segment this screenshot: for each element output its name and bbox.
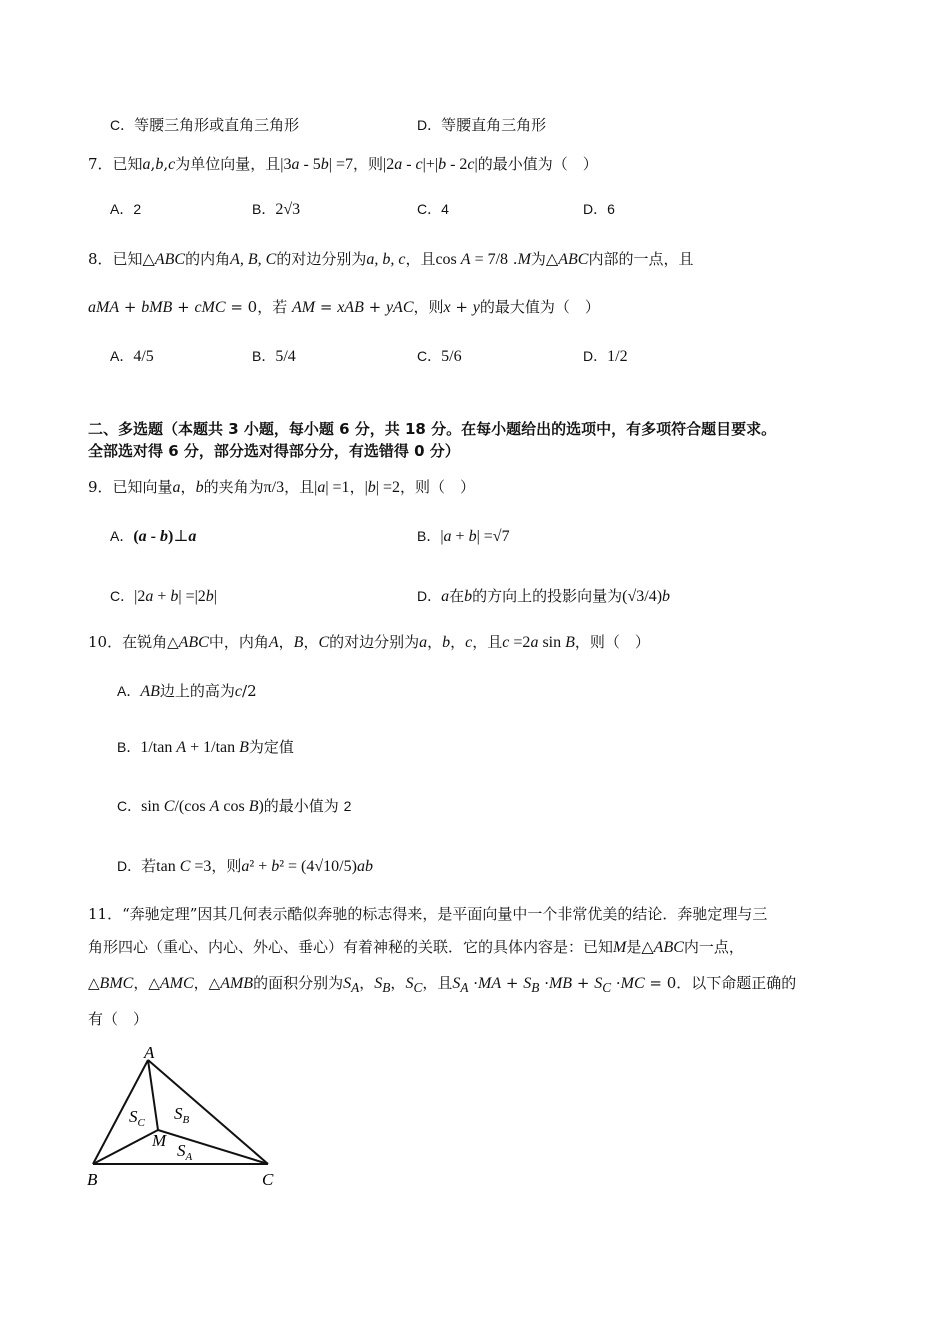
q9-stem: 9．已知向量a，b的夹角为π/3，且|a| =1，|b| =2，则（ ） bbox=[88, 478, 476, 496]
q11-line3: △BMC，△AMC，△AMB的面积分别为$S_A$，$S_B$，$S_C$，且$S_A \cdot MA + S_B \cdot MB + S_C \cdot MC = 0$．以下命题正确的 bbox=[88, 974, 797, 996]
q11-line4: 有（ ） bbox=[88, 1010, 149, 1028]
q8-stem-line2: aMA + bMB + cMC = 0，若 AM = xAB + yAC，则x + y的最大值为（ ） bbox=[88, 298, 600, 316]
q10-option-c: C．sin C/(cos A cos B)的最小值为 2 bbox=[117, 797, 352, 815]
q10-option-b: B．1/tan A + 1/tan B为定值 bbox=[117, 738, 294, 756]
q9-option-b: B．|a + b| =√7 bbox=[417, 528, 510, 545]
q10-option-d: D．若tan C =3，则a² + b² = (4√10/5)ab bbox=[117, 857, 373, 875]
q7-stem: 7．已知a,b,c为单位向量，且|3a - 5b| =7，则|2a - c|+|b - 2c|的最小值为（ ） bbox=[88, 155, 598, 173]
q8-stem-line1: 8．已知△ABC的内角A, B, C的对边分别为a, b, c，且cos A = 7/8 .M为△ABC内部的一点，且 bbox=[88, 250, 694, 268]
segment-am bbox=[148, 1060, 158, 1130]
q11-line2: 角形四心（重心、内心、外心、垂心）有着神秘的关联．它的具体内容是：已知M是△ABC内一点， bbox=[88, 938, 744, 956]
q7-option-d: D．6 bbox=[583, 201, 615, 217]
q10-stem: 10．在锐角△ABC中，内角A，B，C的对边分别为a，b，c，且c =2a sin B，则（ ） bbox=[88, 633, 650, 651]
segment-cm bbox=[158, 1130, 268, 1164]
edge-ab bbox=[93, 1060, 148, 1164]
area-sc-label: $S_C$ bbox=[129, 1107, 145, 1129]
q10-option-a: A．AB边上的高为c/2 bbox=[117, 682, 257, 700]
q9-option-c: C．|2a + b| =|2b| bbox=[110, 588, 217, 605]
q8-option-c: C．5/6 bbox=[417, 348, 462, 365]
q11-line1: 11．“奔驰定理”因其几何表示酷似奔驰的标志得来，是平面向量中一个非常优美的结论．奔驰定理与三 bbox=[88, 905, 768, 923]
q9-option-a: A．(a - b)⊥a bbox=[110, 528, 197, 545]
q7-option-a: A．2 bbox=[110, 201, 142, 217]
q8-option-d: D．1/2 bbox=[583, 348, 628, 365]
q6-option-d: D．等腰直角三角形 bbox=[417, 116, 547, 134]
area-sb-label: $S_B$ bbox=[174, 1104, 190, 1126]
q8-option-a: A．4/5 bbox=[110, 348, 154, 365]
q7-option-b: B．2√3 bbox=[252, 201, 301, 218]
point-m-label: M bbox=[152, 1131, 167, 1150]
q6-option-c: C．等腰三角形或直角三角形 bbox=[110, 116, 300, 134]
q9-option-d: D．a在b的方向上的投影向量为(√3/4)b bbox=[417, 587, 671, 605]
q8-option-b: B．5/4 bbox=[252, 348, 296, 365]
vertex-c-label: C bbox=[262, 1170, 274, 1189]
section-2-heading-line1: 二、多选题（本题共 3 小题，每小题 6 分，共 18 分。在每小题给出的选项中，有多项符合题目要求。 bbox=[88, 420, 777, 438]
benz-triangle-figure bbox=[85, 1040, 295, 1190]
vertex-a-label: A bbox=[144, 1043, 155, 1062]
area-sa-label: $S_A$ bbox=[177, 1141, 193, 1163]
section-2-heading-line2: 全部选对得 6 分，部分选对得部分分，有选错得 0 分） bbox=[88, 442, 460, 460]
q7-option-c: C．4 bbox=[417, 201, 449, 217]
vertex-b-label: B bbox=[87, 1170, 98, 1189]
